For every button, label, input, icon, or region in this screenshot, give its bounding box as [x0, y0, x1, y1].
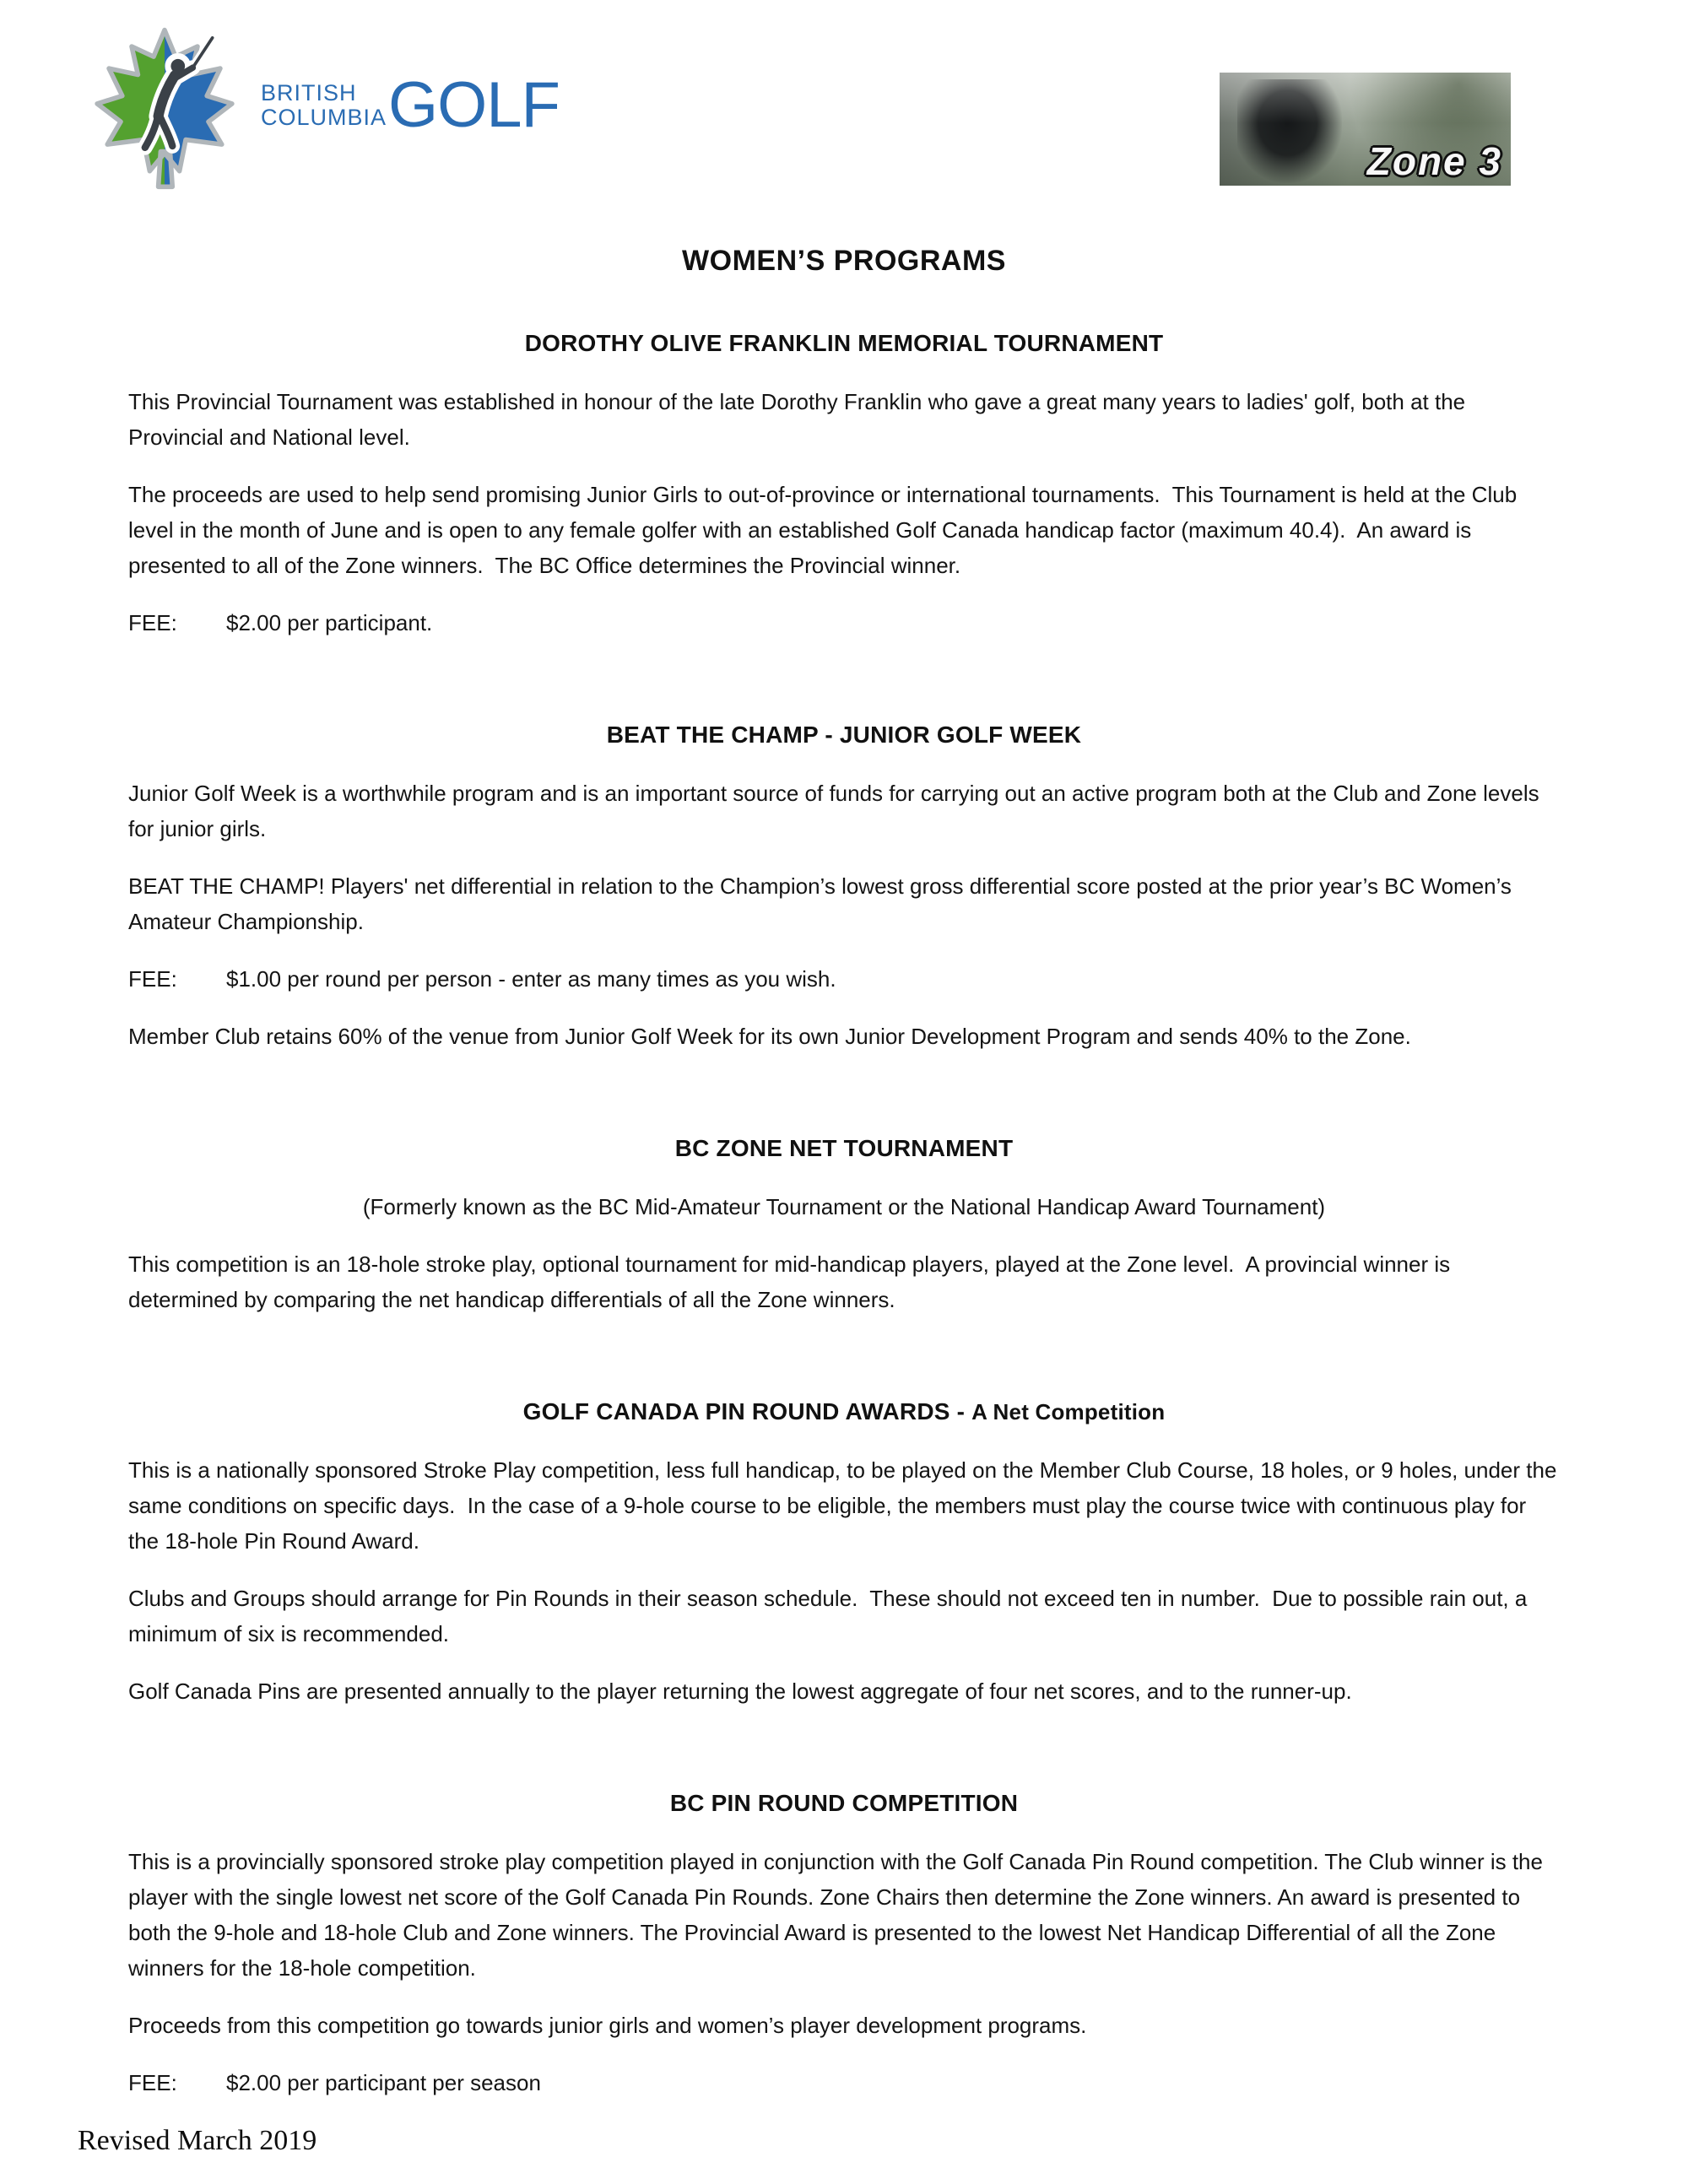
paragraph: BEAT THE CHAMP! Players' net differential in relation to the Champion’s lowest gross differential score posted at the prior year’s BC Women’s Amateur Championship. — [128, 873, 1517, 934]
fee-label: FEE: — [128, 610, 177, 635]
paragraph: This competition is an 18-hole stroke play, optional tournament for mid-handicap players, played at the Zone level. A provincial winner is determined by comparing the net handicap differentials of all the Zone winners. — [128, 1251, 1457, 1312]
zone-3-label: Zone 3 — [1366, 139, 1502, 183]
section-heading-main: GOLF CANADA PIN ROUND AWARDS - — [522, 1398, 966, 1424]
fee-value: $1.00 per round per person - enter as many times as you wish. — [226, 966, 836, 992]
section-heading — [128, 1398, 1560, 1425]
paragraph: Member Club retains 60% of the venue from Junior Golf Week for its own Junior Development Program and sends 40% to the Zone. — [128, 1024, 1411, 1049]
section-subtitle: (Formerly known as the BC Mid-Amateur Tournament or the National Handicap Award Tournament) — [362, 1194, 1326, 1219]
fee-row — [128, 961, 1560, 997]
paragraph: This Provincial Tournament was established in honour of the late Dorothy Franklin who gave a great many years to ladies' golf, both at the Provincial and National level. — [128, 389, 1472, 450]
fee-label: FEE: — [128, 966, 177, 992]
paragraph: Clubs and Groups should arrange for Pin Rounds in their season schedule. These should not exceed ten in number. Due to possible rain out, a minimum of six is recommended. — [128, 1586, 1534, 1646]
paragraph: This is a nationally sponsored Stroke Play competition, less full handicap, to be played on the Member Club Course, 18 holes, or 9 holes, under the same conditions on specific days. In the case of a 9-hole course to be eligible, the members must play the course twice with continuous play for the 18-hole Pin Round Award. — [128, 1457, 1563, 1554]
logo-region-text — [261, 81, 387, 130]
section-dorothy-olive-franklin-memorial-tournament — [128, 330, 1560, 641]
fee-value: $2.00 per participant per season — [226, 2070, 541, 2095]
section-bc-zone-net-tournament — [128, 1135, 1560, 1317]
header — [0, 25, 1688, 194]
logo-text-columbia: COLUMBIA — [261, 105, 387, 130]
paragraph: This is a provincially sponsored stroke play competition played in conjunction with the Golf Canada Pin Round competition. The Club winner is the player with the single lowest net score of the Golf Canada Pin Rounds. Zone Chairs then determine the Zone winners. An award is presented to both the 9-hole and 18-hole Club and Zone winners. The Provincial Award is presented to the lowest Net Handicap Differential of all the Zone winners for the 18-hole competition. — [128, 1849, 1550, 1981]
bc-golf-logo — [80, 25, 560, 190]
logo-text-golf: GOLF — [388, 69, 560, 141]
paragraph: The proceeds are used to help send promising Junior Girls to out-of-province or international tournaments. This Tournament is held at the Club level in the month of June and is open to any female golfer with an established Golf Canada handicap factor (maximum 40.4). An award is presented to all of the Zone winners. The BC Office determines the Provincial winner. — [128, 482, 1523, 578]
section-golf-canada-pin-round-awards — [128, 1398, 1563, 1709]
section-beat-the-champ-junior-golf-week — [128, 722, 1560, 1054]
section-heading: BEAT THE CHAMP - JUNIOR GOLF WEEK — [606, 722, 1082, 748]
logo-text-british: BRITISH — [261, 80, 357, 105]
logo-wordmark — [261, 69, 560, 141]
zone-3-photo — [1220, 73, 1511, 186]
section-heading: BC ZONE NET TOURNAMENT — [674, 1135, 1014, 1161]
paragraph: Junior Golf Week is a worthwhile program and is an important source of funds for carrying out an active program both at the Club and Zone levels for junior girls. — [128, 781, 1545, 841]
paragraph: Proceeds from this competition go towards junior girls and women’s player development programs. — [128, 2013, 1087, 2038]
fee-label: FEE: — [128, 2070, 177, 2095]
revision-note: Revised March 2019 — [78, 2125, 317, 2156]
document-body — [0, 330, 1688, 2100]
section-heading-note: A Net Competition — [971, 1399, 1166, 1424]
paragraph: Golf Canada Pins are presented annually to the player returning the lowest aggregate of four net scores, and to the runner-up. — [128, 1679, 1352, 1704]
section-bc-pin-round-competition — [128, 1790, 1560, 2100]
section-heading: DOROTHY OLIVE FRANKLIN MEMORIAL TOURNAMENT — [524, 330, 1164, 356]
fee-row — [128, 2065, 1560, 2100]
page-title: WOMEN’S PROGRAMS — [682, 245, 1006, 277]
section-heading: BC PIN ROUND COMPETITION — [669, 1790, 1019, 1816]
fee-row — [128, 605, 1560, 641]
fee-value: $2.00 per participant. — [226, 610, 433, 635]
maple-leaf-golfer-icon — [80, 25, 249, 190]
